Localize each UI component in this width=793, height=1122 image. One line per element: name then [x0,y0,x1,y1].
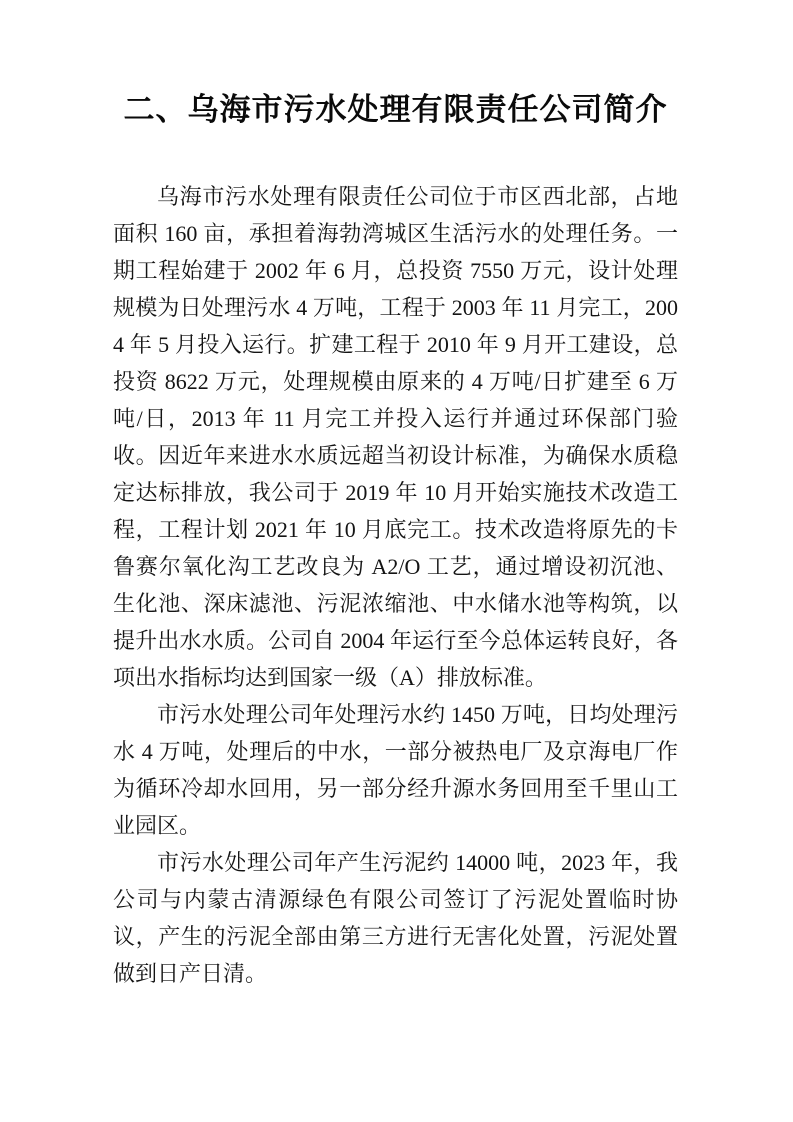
paragraph-sludge-disposal: 市污水处理公司年产生污泥约 14000 吨，2023 年，我公司与内蒙古清源绿色有限公司签订了污泥处置临时协议，产生的污泥全部由第三方进行无害化处置，污泥处置做到日产日清。 [113,850,678,986]
document-body [113,178,678,992]
paragraph-water-treatment: 市污水处理公司年处理污水约 1450 万吨，日均处理污水 4 万吨，处理后的中水，一部分被热电厂及京海电厂作为循环冷却水回用，另一部分经升源水务回用至千里山工业园区。 [113,702,678,838]
document-title: 二、乌海市污水处理有限责任公司简介 [123,92,668,127]
paragraph-company-overview: 乌海市污水处理有限责任公司位于市区西北部，占地面积 160 亩，承担着海勃湾城区生活污水的处理任务。一期工程始建于 2002 年 6 月，总投资 7550 万元，设计处理规模为日处理污水 4 万吨，工程于 2003 年 11 月完工，2004 年 5 月投入运行。扩建工程于 2010 年 9 月开工建设，总投资 8622 万元，处理规模由原来的 4 万吨/日扩建至 6 万吨/日，2013 年 11 月完工并投入运行并通过环保部门验收。因近年来进水水质远超当初设计标准，为确保水质稳定达标排放，我公司于 2019 年 10 月开始实施技术改造工程，工程计划 2021 年 10 月底完工。技术改造将原先的卡鲁赛尔氧化沟工艺改良为 A2/O 工艺，通过增设初沉池、生化池、深床滤池、污泥浓缩池、中水储水池等构筑，以提升出水水质。公司自 2004 年运行至今总体运转良好，各项出水指标均达到国家一级（A）排放标准。 [113,184,678,690]
